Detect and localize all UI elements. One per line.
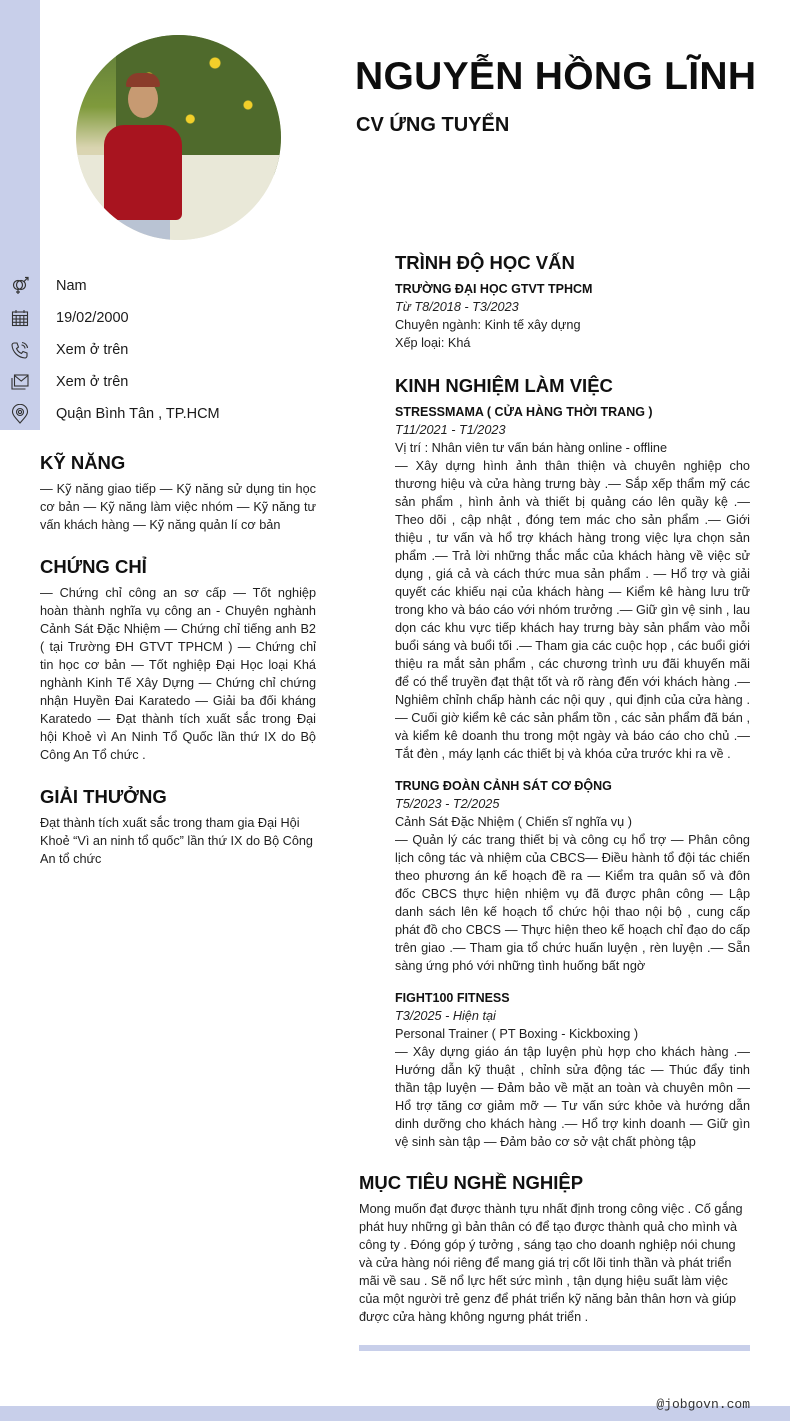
job-org: FIGHT100 FITNESS <box>395 991 510 1005</box>
photo-shirt <box>104 125 182 220</box>
certificates-text: — Chứng chỉ công an sơ cấp — Tốt nghiệp hoàn thành nghĩa vụ công an - Chuyên nghành Cảnh Sát Đặc Nhiệm — Chứng chỉ tiếng anh B2 ( tại Trường ĐH GTVT TPHCM ) — Chứng chỉ tin học cơ bản — Tốt nghiệp Đại Học loại Khá nghành Kinh Tế Xây Dựng — Chứng chỉ chứng nhận Huyền Đai Karatedo — Giải ba đối kháng Karatedo — Đạt thành tích xuất sắc trong Đại hội Khoẻ vì An Ninh Tổ Quốc lần thứ IX do Bộ Công An Tổ chức . <box>40 586 316 762</box>
contact-birthdate <box>0 302 330 334</box>
education-title: TRÌNH ĐỘ HỌC VẤN <box>395 252 575 273</box>
awards-section <box>40 786 316 868</box>
job-position: Personal Trainer ( PT Boxing - Kickboxing ) <box>395 1027 639 1041</box>
job-entry-stressmama <box>395 403 750 763</box>
education-section <box>395 252 750 352</box>
contact-email <box>0 366 330 398</box>
gender-icon <box>0 276 40 296</box>
contact-list <box>0 270 330 430</box>
skills-title: KỸ NĂNG <box>40 452 126 473</box>
skills-section <box>40 452 316 534</box>
job-description: — Xây dựng giáo án tập luyện phù hợp cho khách hàng .— Hướng dẫn kỹ thuật , chỉnh sửa động tác — Thúc đẩy tinh thần tập luyện — Đảm bảo về mặt an toàn và chuyên môn — Hổ trợ tăng cơ giảm mỡ — Tư vấn sức khỏe và hướng dẫn dinh dưỡng cho khách hàng .— Hổ trợ kinh doanh — Giữ gìn vệ sinh sàn tập — Đảm bảo cơ sở vật chất phòng tập <box>395 1045 750 1149</box>
certificates-section <box>40 556 316 764</box>
profile-photo <box>76 35 281 240</box>
contact-value: Xem ở trên <box>56 342 129 358</box>
experience-title: KINH NGHIỆM LÀM VIỆC <box>395 375 613 396</box>
contact-value: 19/02/2000 <box>56 310 129 326</box>
awards-title: GIẢI THƯỞNG <box>40 786 167 807</box>
cv-subtitle: CV ỨNG TUYỂN <box>356 114 510 136</box>
job-position: Cảnh Sát Đặc Nhiệm ( Chiến sĩ nghĩa vụ ) <box>395 815 632 829</box>
education-school: TRƯỜNG ĐẠI HỌC GTVT TPHCM <box>395 282 593 296</box>
job-org: STRESSMAMA ( CỬA HÀNG THỜI TRANG ) <box>395 405 653 419</box>
job-description: — Quản lý các trang thiết bị và công cụ hổ trợ — Phân công lịch công tác và nhiệm của CBCS— Điều hành tổ đội tác chiến theo phương án kế hoạch đề ra — Kiểm tra quân số và đôn đốc CBCS thực hiện nhiệm vụ đã được phân công — Lập danh sách lên kế hoạch tổ chức hội thao nội bộ , cung cấp phát đồ cho CBCS — Thực hiện theo kế hoạch chỉ đạo do cấp trên giao .— Tham gia tổ chức huấn luyện , rèn luyện .— Sẵn sàng ứng phó với những tình huống bất ngờ <box>395 833 750 973</box>
location-icon <box>0 404 40 424</box>
candidate-name: NGUYỄN HỒNG LĨNH <box>355 55 757 98</box>
certificates-title: CHỨNG CHỈ <box>40 556 147 577</box>
job-dates: T3/2025 - Hiện tại <box>395 1009 496 1023</box>
contact-value: Nam <box>56 278 87 294</box>
skills-text: — Kỹ năng giao tiếp — Kỹ năng sử dụng tin học cơ bản — Kỹ năng làm việc nhóm — Kỹ năng tư vấn khách hàng — Kỹ năng quản lí cơ bản <box>40 482 316 532</box>
job-dates: T11/2021 - T1/2023 <box>395 423 506 437</box>
career-goal-title: MỤC TIÊU NGHỀ NGHIỆP <box>359 1172 584 1193</box>
contact-address <box>0 398 330 430</box>
phone-icon <box>0 340 40 360</box>
job-dates: T5/2023 - T2/2025 <box>395 797 500 811</box>
job-org: TRUNG ĐOÀN CẢNH SÁT CƠ ĐỘNG <box>395 779 612 793</box>
career-goal-section <box>359 1172 750 1326</box>
awards-text: Đạt thành tích xuất sắc trong tham gia Đại Hội Khoẻ “Vì an ninh tổ quốc” lần thứ IX do Bộ Công An tổ chức <box>40 816 313 866</box>
job-position: Vị trí : Nhân viên tư vấn bán hàng online - offline <box>395 441 668 455</box>
job-description: — Xây dựng hình ảnh thân thiện và chuyên nghiệp cho thương hiệu và cửa hàng trưng bày .— Sắp xếp thẩm mỹ các sản phẩm , hình ảnh và thiết bị quảng cáo lên quầy kệ .— Theo dõi , cập nhật , đóng tem mác cho sản phẩm .— Giới thiệu , tư vấn và hổ trợ khách hàng trong việc lựa chọn sản phẩm .— Trả lời những thắc mắc của khách hàng về việc sử dụng , giá cả và cách thức mua sản phẩm . — Hổ trợ và giải quyết các khiếu nại của khách hàng — Kiểm kê hàng lưu trữ trong kho và báo cáo với nhóm trưởng .— Giữ gìn vệ sinh , lau dọn các khu vực tiếp khách hay trưng bày sản phẩm vào mỗi buổi sáng và buổi tối .— Tham gia các cuộc họp , các buổi giới thiệu ra mắt sản phẩm , các chương trình ưu đãi khuyến mãi để có thể truyền đạt thật tốt và rõ ràng đến với khách hàng .— Nghiêm chỉnh chấp hành các nội quy , qui định của cửa hàng . — Cuối giờ kiểm kê các sản phẩm tồn , các sản phẩm đã bán , và kiểm kê doanh thu trong một ngày và báo cáo cho chủ .— Tắt đèn , máy lạnh các thiết bị và khóa cửa trước khi ra về . <box>395 459 750 761</box>
contact-gender <box>0 270 330 302</box>
email-icon <box>0 372 40 392</box>
contact-value: Xem ở trên <box>56 374 129 390</box>
watermark: @jobgovn.com <box>656 1397 750 1412</box>
job-entry-police <box>395 777 750 975</box>
contact-value: Quận Bình Tân , TP.HCM <box>56 406 220 422</box>
job-entry-fitness <box>395 989 750 1151</box>
education-dates: Từ T8/2018 - T3/2023 <box>395 300 519 314</box>
contact-phone <box>0 334 330 366</box>
calendar-icon <box>0 308 40 328</box>
career-goal-text: Mong muốn đạt được thành tựu nhất định trong công việc . Cố gắng phát huy những gì bản thân có để tạo được thành quả cho mình và công ty . Đóng góp ý tưởng , sáng tạo cho doanh nghiệp nói chung và cửa hàng nói riêng để mang giá trị cốt lõi tinh thần và phát triển mãi về sau . Sẽ nổ lực hết sức mình , tận dụng hiệu suất làm việc của một người trẻ genz để phát triển kỹ năng bản thân hơn và giúp được cửa hàng không ngưng phát triển . <box>359 1202 743 1324</box>
decorative-divider <box>359 1345 750 1351</box>
education-major: Chuyên ngành: Kinh tế xây dựng <box>395 318 581 332</box>
experience-section <box>395 375 750 1165</box>
education-grade: Xếp loại: Khá <box>395 336 471 350</box>
photo-cap <box>126 73 160 87</box>
